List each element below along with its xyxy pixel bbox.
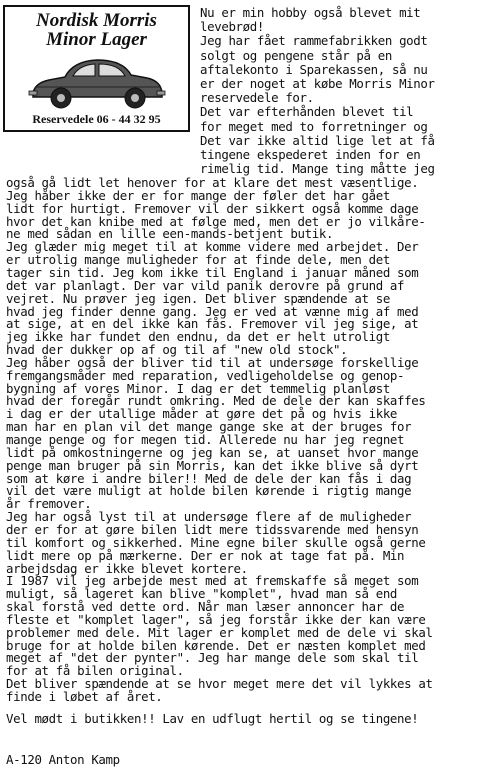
text-line: til komfort og sikkerhed. Mine egne biler skulle også gerne	[6, 534, 426, 550]
text-line: tingene ekspederet inden for en	[200, 147, 421, 162]
text-line: lidt for hurtigt. Fremover vil der sikkert også komme dage	[6, 200, 419, 216]
text-line: penge man bruger på sin Morris, kan det ikke blive så dyrt	[6, 457, 419, 473]
shop-logo	[3, 5, 190, 132]
text-line: lidt på omkostningerne og jeg kan se, at uanset hvor mange	[6, 444, 419, 460]
text-line: Jeg glæder mig meget til at komme videre med arbejdet. Der	[6, 239, 419, 255]
text-line: ne med sådan en lille een-mands-betjent butik.	[6, 226, 334, 242]
text-line: problemer med dele. Mit lager er komplet med de dele vi skal	[6, 624, 433, 640]
text-line: er utrolig mange muligheder for at finde dele, men det	[6, 252, 390, 268]
text-line: hvad jeg finder denne gang. Jeg er ved at vænne mig af med	[6, 303, 419, 319]
text-line: i dag er der utallige måder at gøre det på og hvis ikke	[6, 406, 398, 422]
logo-phone-number: Reservedele 06 - 44 32 95	[32, 112, 161, 126]
text-line: Det var ikke altid lige let at få	[200, 132, 435, 148]
text-line: Jeg har fået rammefabrikken godt	[200, 33, 428, 49]
text-line: vejret. Nu prøver jeg igen. Det bliver spændende at se	[6, 290, 390, 306]
text-line: levebrød!	[200, 19, 264, 35]
signature: A-120 Anton Kamp	[6, 752, 120, 767]
text-line: er der noget at købe Morris Minor	[200, 76, 435, 91]
text-line: som at køre i andre biler!! Med de dele der kan fås i dag	[6, 470, 412, 486]
text-line: også gå lidt let henover for at klare det mest væsentlige.	[6, 175, 419, 190]
text-line: hvad der dukker op af og til af "new old stock".	[6, 342, 348, 358]
text-line: mange penge og for megen tid. Allerede nu har jeg regnet	[6, 432, 405, 447]
text-line: tager sin tid. Jeg kom ikke til England i januar måned som	[6, 264, 419, 280]
text-line: bruge for at holde bilen kørende. Det er næsten komplet med	[6, 637, 426, 653]
text-line: Jeg håber også der bliver tid til at undersøge forskellige	[6, 354, 419, 370]
text-line: fremgangsmåder med reparation, vedligeholdelse og genop-	[6, 367, 405, 383]
logo-title	[5, 11, 188, 49]
text-line: år fremover.	[6, 496, 92, 512]
morris-minor-car-icon	[27, 53, 167, 111]
text-line: skal forstå ved dette ord. Når man læser annoncer har de	[6, 599, 405, 615]
text-line: aftalekonto i Sparekassen, så nu	[200, 61, 428, 77]
logo-title-line-1: Nordisk Morris	[36, 10, 157, 31]
text-line: at sige, at en del ikke kan fås. Fremover vil jeg sige, at	[6, 316, 419, 332]
text-line: der er for at gøre bilen lidt mere tidssvarende med hensyn	[6, 521, 419, 537]
text-line: meget af "det der pynter". Jeg har mange dele som skal til	[6, 650, 419, 666]
text-line: bygning af vores Minor. I dag er det temmelig planløst	[6, 380, 390, 396]
text-line: solgt og pengene står på en	[200, 47, 392, 63]
text-line: I 1987 vil jeg arbejde mest med at fremskaffe så meget som	[6, 573, 419, 589]
text-line: Det var efterhånden blevet til	[200, 104, 414, 120]
text-line: Nu er min hobby også blevet mit	[200, 5, 421, 20]
text-line: for meget med to forretninger og	[200, 118, 428, 134]
text-line: lidt mere op på mærkerne. Der er nok at tage fat på. Min	[6, 547, 405, 563]
text-line: man har en plan vil det mange gange ske at der bruges for	[6, 419, 412, 435]
text-line: det var planlagt. Der var vild panik derovre på grund af	[6, 277, 405, 293]
text-line: for at få bilen original.	[6, 663, 184, 679]
text-line: vil det være muligt at holde bilen kørende i rigtig mange	[6, 483, 412, 499]
text-line: hvor det kan knibe med at følge med, men det er jo vilkåre-	[6, 213, 426, 229]
closing-line: Vel mødt i butikken!! Lav en udflugt hertil og se tingene!	[6, 711, 419, 726]
text-line: fleste et "komplet lager", så jeg forstår ikke der kan være	[6, 611, 426, 627]
text-line: muligt, så lageret kan blive "komplet", hvad man så end	[6, 586, 398, 602]
text-line: hvad der foregår rundt omkring. Med de dele der kan skaffes	[6, 393, 426, 409]
text-line: arbejdsdag er ikke blevet kortere.	[6, 560, 248, 576]
text-line: jeg ikke har fundet den endnu, da det er helt utroligt	[6, 329, 390, 345]
text-line: Det bliver spændende at se hvor meget mere det vil lykkes at	[6, 676, 433, 692]
text-line: Jeg har også lyst til at undersøge flere af de muligheder	[6, 509, 412, 525]
text-line: finde i løbet af året.	[6, 689, 163, 704]
text-line: rimelig tid. Mange ting måtte jeg	[200, 161, 435, 177]
text-line: Jeg håber ikke der er for mange der føler det har gået	[6, 187, 390, 203]
text-line: reservedele for.	[200, 90, 314, 106]
logo-title-line-2: Minor Lager	[46, 29, 147, 50]
